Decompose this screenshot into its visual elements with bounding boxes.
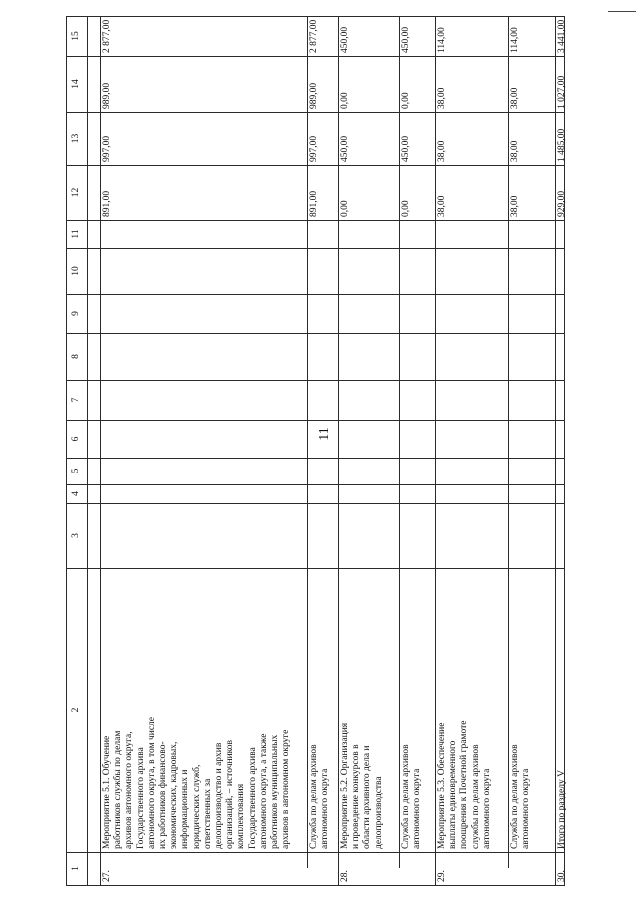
header-col-3 (66, 503, 87, 568)
cell-col-14 (338, 56, 399, 112)
cell-col-13-text: 450,00 (401, 135, 411, 162)
cell-col-14 (435, 56, 508, 112)
header-col-8-text: 8 (71, 354, 81, 359)
column-border (66, 333, 565, 334)
header-col-13 (66, 112, 87, 165)
cell-col-12-text: 891,00 (309, 190, 319, 217)
cell-col-12 (100, 165, 307, 220)
row-name-text: Мероприятие 5.2. Организация и проведение конкурсов в области архивного дела и делопроизводства (340, 722, 384, 849)
cell-col-15-text: 114,00 (437, 27, 447, 53)
cell-col-12-text: 0,00 (401, 200, 411, 217)
column-border (66, 294, 565, 295)
header-col-7-text: 7 (71, 397, 81, 403)
cell-col-12-text: 38,00 (437, 195, 447, 217)
cell-col-14-text: 0,00 (340, 92, 350, 109)
cell-col-14-text: 989,00 (309, 82, 319, 109)
row-number-text: 28. (340, 870, 350, 882)
cell-col-13 (555, 112, 567, 165)
cell-col-14 (307, 56, 338, 112)
cell-col-15 (307, 16, 338, 56)
cell-col-13 (307, 112, 338, 165)
header-col-6 (66, 420, 87, 458)
cell-col-13-text: 450,00 (340, 135, 350, 162)
row-number (435, 852, 555, 885)
row-name (508, 568, 555, 852)
row-number (338, 852, 435, 885)
header-col-14 (66, 56, 87, 112)
header-col-8 (66, 333, 87, 380)
cell-col-15 (435, 16, 508, 56)
column-border (66, 458, 565, 459)
cell-col-12 (508, 165, 555, 220)
header-col-15-text: 15 (71, 31, 81, 41)
column-border (66, 885, 565, 886)
cell-col-13-text: 997,00 (309, 135, 319, 162)
column-border (66, 248, 565, 249)
header-col-5-text: 5 (71, 468, 81, 474)
cell-col-13 (338, 112, 399, 165)
header-col-12-text: 12 (71, 187, 81, 198)
cell-col-12-text: 891,00 (102, 190, 112, 217)
cell-col-14 (100, 56, 307, 112)
row-name (399, 568, 435, 852)
cell-col-13 (435, 112, 508, 165)
header-col-2-text: 2 (71, 707, 81, 713)
column-border (66, 420, 565, 421)
cell-col-14 (508, 56, 555, 112)
cell-col-15-text: 450,00 (401, 26, 411, 53)
cell-col-14 (399, 56, 435, 112)
cell-col-13-text: 38,00 (437, 140, 447, 162)
row-name (555, 568, 567, 852)
row-name-text: Служба по делам архивов автономного округа (510, 744, 532, 849)
row-border (87, 16, 88, 885)
column-border (66, 220, 565, 221)
row-name-text: Итого по разделу V (557, 770, 567, 849)
cell-col-15-text: 2 877,00 (309, 19, 319, 53)
column-border (66, 484, 565, 485)
row-name-text: Мероприятие 5.3. Обеспечение выплаты единовременного поощрения к Почетной грамоте службы по делам архивов автономного округа (437, 720, 492, 849)
row-name (100, 568, 307, 852)
cell-col-15 (508, 16, 555, 56)
cell-col-13 (399, 112, 435, 165)
cell-col-12 (338, 165, 399, 220)
row-number-text: 29. (437, 870, 447, 882)
header-col-4 (66, 484, 87, 503)
cell-col-13-text: 38,00 (510, 140, 520, 162)
header-col-4-text: 4 (71, 491, 81, 496)
header-col-12 (66, 165, 87, 220)
row-name-text: Служба по делам архивов автономного округа (401, 744, 423, 849)
cell-col-15 (555, 16, 567, 56)
header-col-3-text: 3 (71, 533, 81, 538)
cell-col-14-text: 38,00 (437, 87, 447, 109)
header-col-11-text: 11 (71, 229, 81, 239)
column-border (66, 503, 565, 504)
cell-col-12-text: 929,00 (557, 190, 567, 217)
cell-col-14-text: 989,00 (102, 82, 112, 109)
cell-col-15-text: 450,00 (340, 26, 350, 53)
header-col-5 (66, 458, 87, 484)
header-col-9 (66, 294, 87, 333)
cell-col-15 (399, 16, 435, 56)
cell-col-15-text: 3 441,00 (557, 19, 567, 53)
cell-col-13-text: 997,00 (102, 135, 112, 162)
cell-col-13 (100, 112, 307, 165)
row-number-text: 27. (102, 870, 112, 882)
cell-col-12 (555, 165, 567, 220)
cell-col-14-text: 0,00 (401, 92, 411, 109)
cell-col-12-text: 0,00 (340, 200, 350, 217)
cell-col-12-text: 38,00 (510, 195, 520, 217)
header-col-1 (66, 852, 87, 885)
column-border (66, 380, 565, 381)
cell-col-12 (307, 165, 338, 220)
header-col-14-text: 14 (71, 79, 81, 89)
cell-col-15-text: 2 877,00 (102, 19, 112, 53)
header-col-15 (66, 16, 87, 56)
header-col-7 (66, 380, 87, 420)
header-col-10 (66, 248, 87, 294)
cell-col-12 (435, 165, 508, 220)
header-col-1-text: 1 (71, 866, 81, 871)
cell-col-13-text: 1 485,00 (557, 128, 567, 162)
header-col-9-text: 9 (71, 311, 81, 316)
cell-col-12 (399, 165, 435, 220)
header-col-13-text: 13 (71, 133, 81, 144)
cell-col-13 (508, 112, 555, 165)
row-number (100, 852, 338, 885)
cell-col-14-text: 1 027,00 (557, 75, 567, 109)
row-number-text: 30. (557, 870, 567, 882)
cell-col-15-text: 114,00 (510, 27, 520, 53)
row-name-text: Служба по делам архивов автономного округа (309, 744, 331, 849)
row-name (307, 568, 338, 852)
cell-col-15 (338, 16, 399, 56)
page-number: 11 (317, 427, 332, 441)
header-col-10-text: 10 (71, 266, 81, 276)
header-col-11 (66, 220, 87, 248)
header-col-6-text: 6 (71, 436, 81, 442)
row-name-text: Мероприятие 5.1. Обучение работников службы по делам архивов автономного округа, Государственного архива автономного округа, в том числе их работников финансово- экономических, кадровых, информационных и юридических служб, ответственных за делопроизводство и архив организаций, – источников комплектования Государственного архива автономного округа, а также работников муниципальных архивов в автономном округе (102, 716, 292, 849)
header-col-2 (66, 568, 87, 852)
cell-col-14 (555, 56, 567, 112)
row-name (338, 568, 399, 852)
cell-col-15 (100, 16, 307, 56)
row-number (555, 852, 567, 885)
cell-col-14-text: 38,00 (510, 87, 520, 109)
row-name (435, 568, 508, 852)
